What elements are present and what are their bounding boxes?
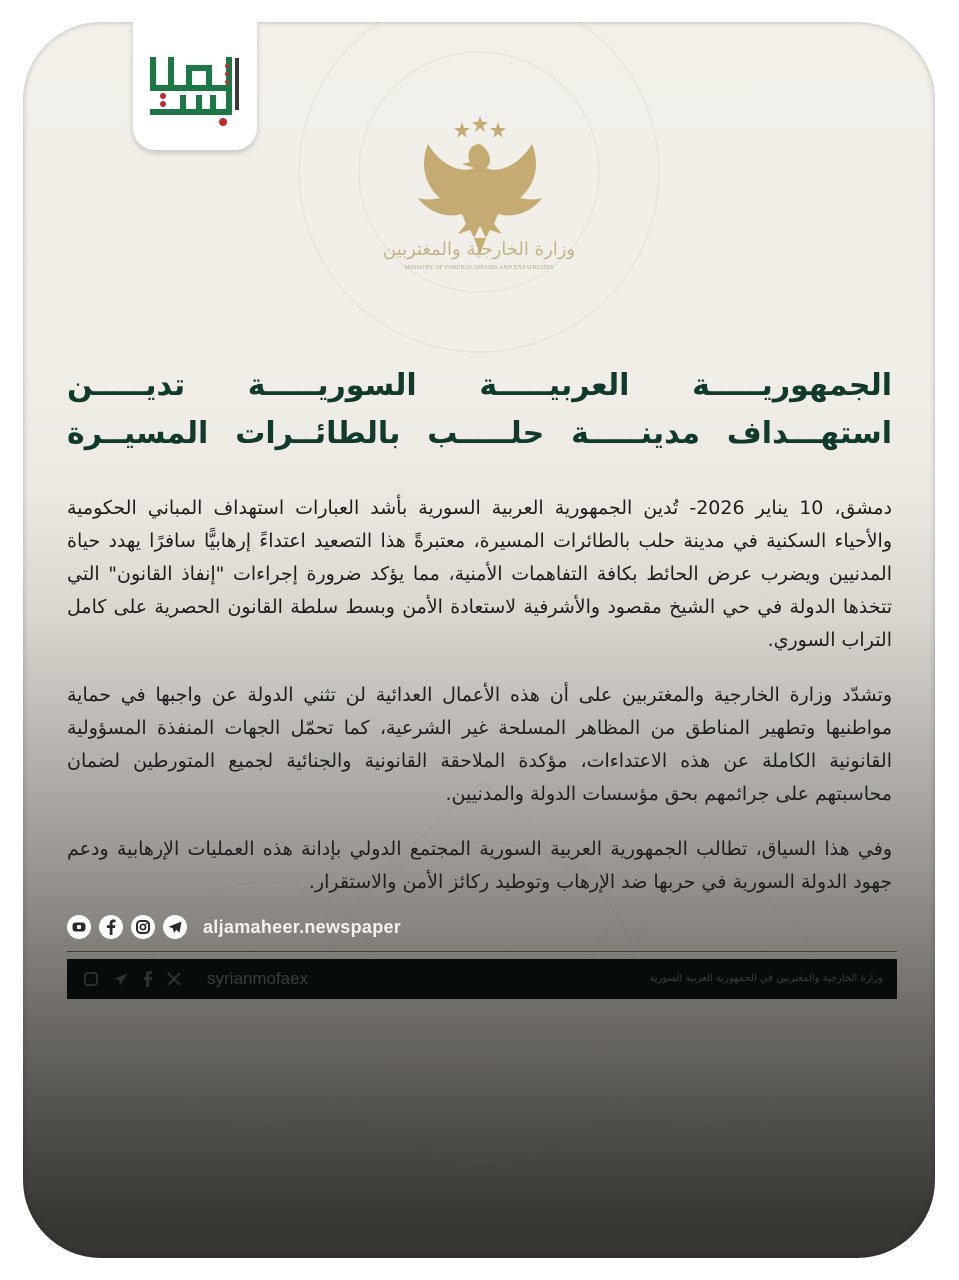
telegram-icon[interactable] xyxy=(163,915,187,939)
instagram-icon xyxy=(83,971,99,991)
footer-divider xyxy=(67,951,897,952)
facebook-icon[interactable] xyxy=(99,915,123,939)
aljamaheer-logo-icon xyxy=(143,52,247,130)
ministry-caption xyxy=(329,238,629,272)
article-paragraph: دمشق، 10 يناير 2026- تُدين الجمهورية العربية السورية بأشد العبارات استهداف المباني الحكومية والأحياء السكنية في مدينة حلب بالطائرات المسيرة، معتبرةً هذا التصعيد اعتداءً إرهابيًّا سافرًا يهدد حياة المدنيين ويضرب عرض الحائط بكافة التفاهمات الأمنية، مما يؤكد ضرورة إجراءات "إنفاذ القانون" التي تتخذها الدولة في حي الشيخ مقصود والأشرفية لاستعادة الأمن وبسط سلطة القانون الحصرية على كامل التراب السوري. xyxy=(67,497,892,651)
source-strip xyxy=(67,959,897,999)
newspaper-handle[interactable]: aljamaheer.newspaper xyxy=(203,916,402,937)
ministry-name-english: MINISTRY OF FOREIGN AFFAIRS AND EXPATRIATES xyxy=(404,265,554,271)
ministry-name-arabic: وزارة الخارجية والمغتربين xyxy=(382,239,576,260)
social-footer xyxy=(67,911,892,943)
facebook-icon xyxy=(143,971,153,991)
headline-line-1: الجمهوريـــــة العربيـــــة السوريـــــة تديـــــن xyxy=(67,368,892,403)
source-handle: syrianmofaex xyxy=(207,969,309,988)
telegram-icon xyxy=(113,971,129,991)
headline xyxy=(67,362,892,458)
headline-line-2: استهـــداف مدينـــــة حلـــــب بالطائــرات المسيــرة xyxy=(67,416,892,451)
article-body xyxy=(67,492,892,899)
source-caption: وزارة الخارجية والمغتربين في الجمهورية العربية السورية xyxy=(649,973,883,984)
aljamaheer-logo[interactable] xyxy=(133,22,257,150)
article-content xyxy=(67,362,892,999)
article-paragraph: وفي هذا السياق، تطالب الجمهورية العربية السورية المجتمع الدولي بإدانة هذه العمليات الإرهابية ودعم جهود الدولة السورية في حربها ضد الإرهاب وتوطيد ركائز الأمن والاستقرار. xyxy=(67,838,892,893)
x-icon xyxy=(167,971,181,991)
article-paragraph: وتشدّد وزارة الخارجية والمغتربين على أن هذه الأعمال العدائية لن تثني الدولة عن واجبها في حماية مواطنيها وتطهير المناطق من المظاهر المسلحة غير الشرعية، كما تحمّل الجهات المنفذة المسؤولية القانونية الكاملة عن هذه الاعتداءات، مؤكدة الملاحقة القانونية والجنائية لجميع المتورطين لضمان محاسبتهم على جرائمهم بحق مؤسسات الدولة والمدنيين. xyxy=(67,684,892,805)
instagram-icon[interactable] xyxy=(131,915,155,939)
news-card xyxy=(23,22,935,1258)
youtube-icon[interactable] xyxy=(67,915,91,939)
